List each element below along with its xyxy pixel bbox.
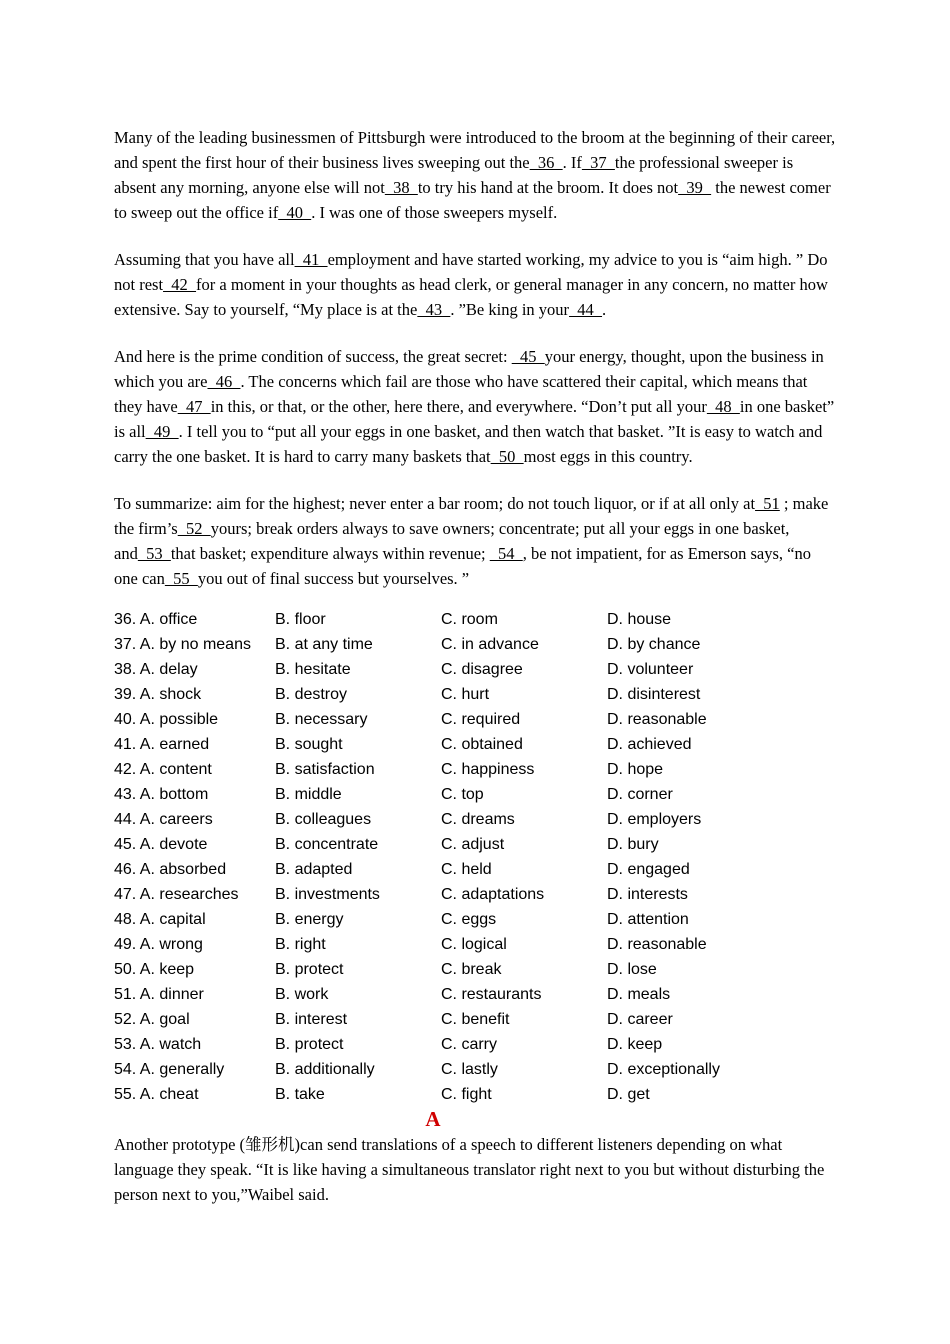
passage-text: employment and have started working, my advice to you is “aim high. ” Do not rest	[114, 250, 828, 294]
option-choice: C. restaurants	[441, 986, 542, 1003]
option-choice: D. meals	[607, 986, 671, 1003]
passage-text: to try his hand at the broom. It does not	[417, 178, 679, 197]
option-choice: B. additionally	[275, 1061, 375, 1078]
option-choice: 48. A. capital	[114, 911, 206, 928]
passage-paragraph	[114, 344, 838, 469]
passage-text: . ”Be king in your	[450, 300, 570, 319]
passage-text: Many of the leading businessmen of Pittsburgh were introduced to the broom at the beginning of their career, and spent the first hour of their business lives sweeping out the	[114, 128, 836, 172]
passage-text: most eggs in this country.	[523, 447, 693, 466]
option-choice: D. engaged	[607, 861, 690, 878]
option-choice: C. hurt	[441, 686, 490, 703]
option-choice: D. exceptionally	[607, 1061, 720, 1078]
option-choice: B. sought	[275, 736, 343, 753]
passage-text: And here is the prime condition of success, the great secret:	[114, 347, 512, 366]
option-choice: 36. A. office	[114, 611, 198, 628]
blank-number: 45	[511, 347, 545, 366]
option-choice: D. by chance	[607, 636, 701, 653]
option-row	[114, 957, 838, 982]
passage-paragraph	[114, 247, 838, 322]
passage-text: . If	[562, 153, 582, 172]
blank-number: 42	[163, 275, 197, 294]
option-row	[114, 1082, 838, 1107]
option-choice: D. house	[607, 611, 672, 628]
option-choice: B. concentrate	[275, 836, 379, 853]
option-row	[114, 632, 838, 657]
option-choice: 45. A. devote	[114, 836, 208, 853]
option-choice: 52. A. goal	[114, 1011, 190, 1028]
option-choice: D. disinterest	[607, 686, 701, 703]
blank-number: 41	[294, 250, 328, 269]
option-choice: B. take	[275, 1086, 325, 1103]
option-choice: B. satisfaction	[275, 761, 375, 778]
blank-number: 54	[489, 544, 523, 563]
option-choice: B. hesitate	[275, 661, 351, 678]
passage-text: in one basket” is all	[114, 397, 835, 441]
option-choice: C. top	[441, 786, 484, 803]
option-choice: 49. A. wrong	[114, 936, 203, 953]
option-row	[114, 832, 838, 857]
option-choice: 39. A. shock	[114, 686, 202, 703]
blank-number: 39	[678, 178, 712, 197]
passage-paragraph	[114, 491, 838, 591]
blank-number: 47	[177, 397, 211, 416]
option-choice: C. carry	[441, 1036, 497, 1053]
option-choice: B. investments	[275, 886, 380, 903]
option-choice: B. interest	[275, 1011, 348, 1028]
option-choice: 40. A. possible	[114, 711, 219, 728]
option-choice: B. destroy	[275, 686, 348, 703]
blank-number: 43	[417, 300, 451, 319]
option-choice: D. volunteer	[607, 661, 694, 678]
passage-text: . The concerns which fail are those who have scattered their capital, which means that they have	[114, 372, 808, 416]
option-choice: C. happiness	[441, 761, 535, 778]
passage-text: you out of final success but yourselves. ”	[197, 569, 470, 588]
option-choice: 37. A. by no means	[114, 636, 251, 653]
option-choice: C. room	[441, 611, 498, 628]
option-choice: C. logical	[441, 936, 507, 953]
option-choice: 54. A. generally	[114, 1061, 225, 1078]
option-choice: C. held	[441, 861, 492, 878]
option-row	[114, 682, 838, 707]
option-choice: C. disagree	[441, 661, 523, 678]
blank-number: 48	[706, 397, 740, 416]
option-choice: 47. A. researches	[114, 886, 239, 903]
option-choice: D. employers	[607, 811, 702, 828]
blank-number: 36	[529, 153, 563, 172]
option-choice: D. reasonable	[607, 711, 707, 728]
passage-text: your energy, thought, upon the business in which you are	[114, 347, 824, 391]
option-row	[114, 707, 838, 732]
option-choice: 41. A. earned	[114, 736, 210, 753]
option-row	[114, 907, 838, 932]
blank-number: 46	[207, 372, 241, 391]
option-row	[114, 757, 838, 782]
option-choice: D. attention	[607, 911, 689, 928]
option-choice: B. adapted	[275, 861, 353, 878]
option-choice: D. career	[607, 1011, 673, 1028]
option-choice: D. interests	[607, 886, 688, 903]
option-choice: C. in advance	[441, 636, 539, 653]
option-choice: B. necessary	[275, 711, 368, 728]
option-choice: C. eggs	[441, 911, 497, 928]
option-choice: D. keep	[607, 1036, 663, 1053]
answer-options	[114, 607, 838, 1107]
option-choice: D. lose	[607, 961, 657, 978]
option-choice: D. achieved	[607, 736, 692, 753]
blank-number: 53	[137, 544, 171, 563]
passage-text: the newest comer to sweep out the office if	[114, 178, 831, 222]
option-choice: B. colleagues	[275, 811, 372, 828]
passage-text: in this, or that, or the other, here there, and everywhere. “Don’t put all your	[210, 397, 707, 416]
passage-paragraph	[114, 125, 838, 225]
blank-number: 52	[177, 519, 211, 538]
option-row	[114, 882, 838, 907]
option-choice: B. right	[275, 936, 326, 953]
blank-number: 40	[278, 203, 312, 222]
option-choice: B. middle	[275, 786, 342, 803]
option-choice: 43. A. bottom	[114, 786, 209, 803]
option-choice: C. adjust	[441, 836, 505, 853]
option-row	[114, 932, 838, 957]
option-row	[114, 657, 838, 682]
option-choice: D. get	[607, 1086, 650, 1103]
option-choice: 53. A. watch	[114, 1036, 202, 1053]
option-choice: C. fight	[441, 1086, 492, 1103]
document-page	[114, 125, 838, 1207]
passage-text: , be not impatient, for as Emerson says, “no one can	[114, 544, 811, 588]
option-choice: C. adaptations	[441, 886, 545, 903]
blank-number: 49	[145, 422, 179, 441]
option-choice: 50. A. keep	[114, 961, 195, 978]
option-choice: 42. A. content	[114, 761, 212, 778]
passage-text: for a moment in your thoughts as head clerk, or general manager in any concern, no matter how extensive. Say to yourself, “My place is at the	[114, 275, 828, 319]
option-choice: C. break	[441, 961, 502, 978]
passage-text: . I was one of those sweepers myself.	[311, 203, 558, 222]
option-row	[114, 607, 838, 632]
option-choice: C. obtained	[441, 736, 523, 753]
option-row	[114, 732, 838, 757]
option-row	[114, 982, 838, 1007]
passage-text: yours; break orders always to save owners; concentrate; put all your eggs in one basket, and	[114, 519, 790, 563]
option-choice: D. hope	[607, 761, 664, 778]
option-choice: B. protect	[275, 1036, 344, 1053]
cloze-passage	[114, 125, 838, 591]
option-row	[114, 1032, 838, 1057]
option-choice: B. energy	[275, 911, 344, 928]
option-choice: 51. A. dinner	[114, 986, 204, 1003]
option-row	[114, 782, 838, 807]
option-choice: 38. A. delay	[114, 661, 198, 678]
option-choice: B. protect	[275, 961, 344, 978]
option-choice: 46. A. absorbed	[114, 861, 227, 878]
option-row	[114, 807, 838, 832]
option-choice: D. bury	[607, 836, 659, 853]
option-choice: C. required	[441, 711, 521, 728]
option-choice: D. corner	[607, 786, 673, 803]
passage-text: ; make the firm’s	[114, 494, 829, 538]
blank-number: 37	[581, 153, 615, 172]
blank-number: 38	[384, 178, 418, 197]
option-row	[114, 857, 838, 882]
passage-text: the professional sweeper is absent any morning, anyone else will not	[114, 153, 794, 197]
blank-number: 51	[755, 494, 780, 513]
passage-text: Assuming that you have all	[114, 250, 295, 269]
option-choice: D. reasonable	[607, 936, 707, 953]
option-choice: C. dreams	[441, 811, 515, 828]
option-choice: C. lastly	[441, 1061, 498, 1078]
option-row	[114, 1007, 838, 1032]
blank-number: 44	[569, 300, 603, 319]
passage-text: . I tell you to “put all your eggs in one basket, and then watch that basket. ”It is easy to watch and carry the one basket. It is hard to carry many baskets that	[114, 422, 823, 466]
section-heading: A	[425, 1107, 441, 1131]
option-choice: B. work	[275, 986, 329, 1003]
option-choice: B. floor	[275, 611, 326, 628]
passage-text: To summarize: aim for the highest; never enter a bar room; do not touch liquor, or if at all only at	[114, 494, 756, 513]
option-choice: B. at any time	[275, 636, 373, 653]
option-row	[114, 1057, 838, 1082]
passage-text: .	[602, 300, 607, 319]
option-choice: 44. A. careers	[114, 811, 213, 828]
blank-number: 50	[490, 447, 524, 466]
passage-text: that basket; expenditure always within revenue;	[170, 544, 490, 563]
section-paragraph: Another prototype (雏形机)can send translations of a speech to different listeners depending on what language they speak. “It is like having a simultaneous translator right next to you but without disturbing the person next to you,”Waibel said.	[114, 1135, 825, 1204]
blank-number: 55	[164, 569, 198, 588]
option-choice: C. benefit	[441, 1011, 510, 1028]
option-choice: 55. A. cheat	[114, 1086, 199, 1103]
